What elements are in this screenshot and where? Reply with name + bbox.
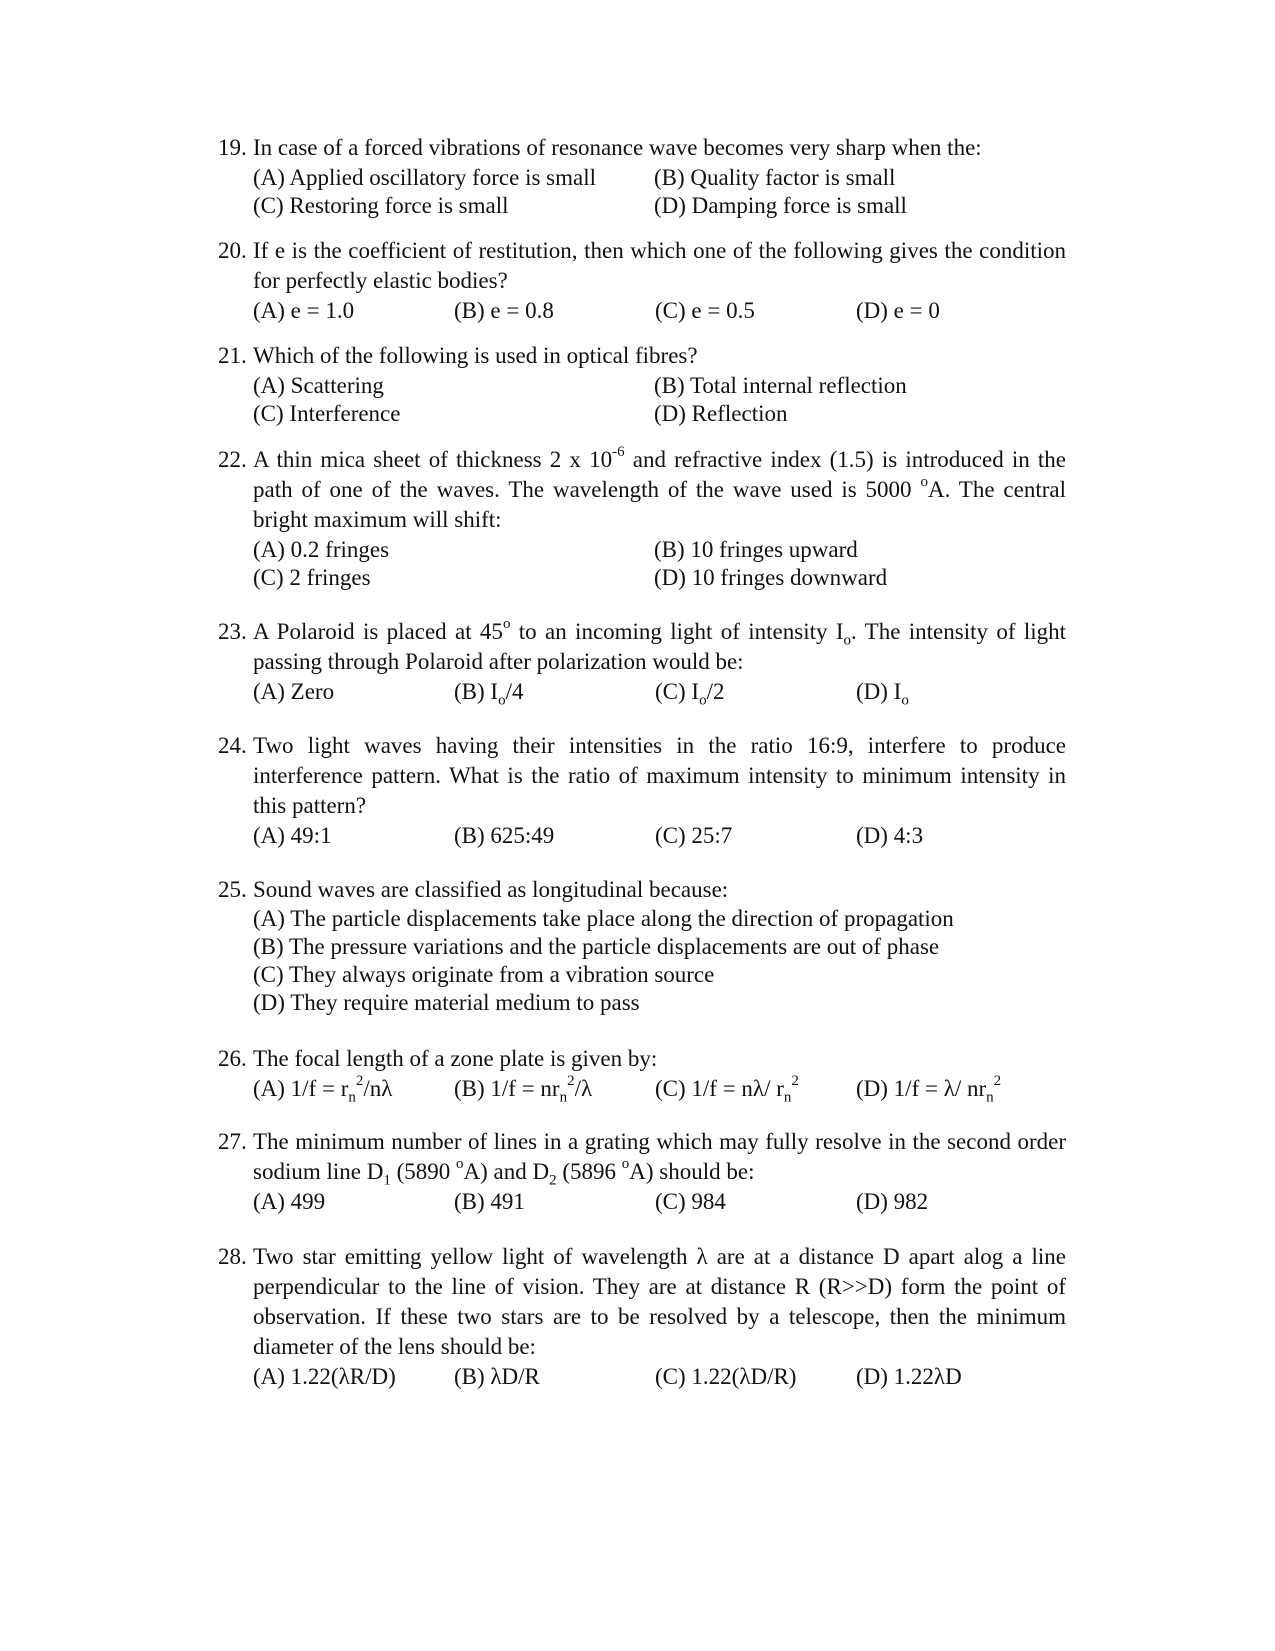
option-b: (B) e = 0.8 <box>454 298 554 323</box>
question-number: 19. <box>218 135 247 160</box>
option-a: (A) 1.22(λR/D) <box>253 1364 396 1389</box>
option-c: (C) 2 fringes <box>253 565 371 590</box>
option-d: (D) Damping force is small <box>654 193 907 218</box>
option-a: (A) Scattering <box>253 373 384 398</box>
question-22 <box>218 445 1066 592</box>
question-stem: A Polaroid is placed at 45$^o$ to an incoming light of intensity $I_o$. The intensity of light passing through Polaroid after polarization would be: <box>253 616 1066 674</box>
option-a: (A) The particle displacements take place along the direction of propagation <box>253 906 954 931</box>
options <box>253 905 1066 1017</box>
question-26 <box>218 1044 1066 1104</box>
question-stem: If e is the coefficient of restitution, then which one of the following gives the condition for perfectly elastic bodies? <box>253 238 1066 293</box>
option-d: (D) $I_o$ <box>856 679 909 709</box>
question-19 <box>218 133 1066 220</box>
option-b: (B) 10 fringes upward <box>654 537 858 562</box>
question-stem: A thin mica sheet of thickness 2 x $10^{-6}$ and refractive index (1.5) is introduced in the path of one of the waves. The wavelength of the wave used is 5000 $^o$A. The central bright maximum will shift: <box>253 444 1066 532</box>
question-number: 22. <box>218 447 247 472</box>
option-b: (B) Quality factor is small <box>654 165 896 190</box>
options <box>253 1187 1066 1217</box>
question-number: 21. <box>218 343 247 368</box>
option-d: (D) 982 <box>856 1189 929 1214</box>
option-a: (A) $1/f = r_n^2/n\lambda$ <box>253 1073 393 1106</box>
question-20 <box>218 236 1066 326</box>
option-a: (A) Applied oscillatory force is small <box>253 165 597 190</box>
options <box>253 164 1066 220</box>
option-b: (B) The pressure variations and the particle displacements are out of phase <box>253 934 940 959</box>
question-stem: Sound waves are classified as longitudinal because: <box>253 877 729 902</box>
option-d: (D) Reflection <box>654 401 788 426</box>
question-25 <box>218 875 1066 1017</box>
question-24 <box>218 731 1066 851</box>
question-21 <box>218 341 1066 428</box>
option-a: (A) 499 <box>253 1189 326 1214</box>
option-a: (A) Zero <box>253 679 335 704</box>
option-d: (D) They require material medium to pass <box>253 990 640 1015</box>
options <box>253 296 1066 326</box>
option-c: (C) Interference <box>253 401 401 426</box>
question-27 <box>218 1127 1066 1217</box>
options <box>253 372 1066 428</box>
option-c: (C) Restoring force is small <box>253 193 509 218</box>
option-b: (B) $I_o/4$ <box>454 679 524 709</box>
option-d: (D) e = 0 <box>856 298 940 323</box>
question-number: 27. <box>218 1129 247 1154</box>
option-c: (C) 1.22(λD/R) <box>655 1364 797 1389</box>
options <box>253 536 1066 592</box>
option-d: (D) 10 fringes downward <box>654 565 888 590</box>
option-a: (A) 49:1 <box>253 823 332 848</box>
option-d: (D) 1.22λD <box>856 1364 962 1389</box>
options <box>253 1074 1066 1104</box>
options <box>253 821 1066 851</box>
option-b: (B) $1/f = nr_n^2/\lambda$ <box>454 1073 593 1106</box>
question-stem: The focal length of a zone plate is given by: <box>253 1046 658 1071</box>
option-b: (B) 491 <box>454 1189 525 1214</box>
question-stem: In case of a forced vibrations of resonance wave becomes very sharp when the: <box>253 135 982 160</box>
question-28 <box>218 1242 1066 1392</box>
option-c: (C) 1/f = nλ/ $r_n^2$ <box>655 1073 799 1106</box>
option-b: (B) 625:49 <box>454 823 555 848</box>
option-a: (A) e = 1.0 <box>253 298 355 323</box>
question-number: 24. <box>218 733 247 758</box>
question-number: 20. <box>218 238 247 263</box>
option-c: (C) They always originate from a vibration source <box>253 962 715 987</box>
question-number: 28. <box>218 1244 247 1269</box>
question-number: 23. <box>218 619 247 644</box>
option-d: (D) 4:3 <box>856 823 924 848</box>
option-b: (B) λD/R <box>454 1364 540 1389</box>
option-b: (B) Total internal reflection <box>654 373 907 398</box>
options <box>253 677 1066 707</box>
option-d: (D) 1/f = λ/ $nr_n^2$ <box>856 1073 1002 1106</box>
question-stem: Which of the following is used in optical fibres? <box>253 343 698 368</box>
question-number: 25. <box>218 877 247 902</box>
option-c: (C) e = 0.5 <box>655 298 755 323</box>
option-c: (C) 984 <box>655 1189 726 1214</box>
question-stem: Two star emitting yellow light of wavelength λ are at a distance D apart alog a line perpendicular to the line of vision. They are at distance R (R>>D) form the point of observation. If these two stars are to be resolved by a telescope, then the minimum diameter of the lens should be: <box>253 1244 1066 1359</box>
question-stem: The minimum number of lines in a grating which may fully resolve in the second order sodium line $D_1$ (5890 $^o$A) and $D_2$ (5896 $^o$A) should be: <box>253 1129 1066 1189</box>
question-number: 26. <box>218 1046 247 1071</box>
question-23 <box>218 617 1066 707</box>
option-a: (A) 0.2 fringes <box>253 537 390 562</box>
option-c: (C) $I_o/2$ <box>655 679 725 709</box>
options <box>253 1362 1066 1392</box>
question-stem: Two light waves having their intensities in the ratio 16:9, interfere to produce interference pattern. What is the ratio of maximum intensity to minimum intensity in this pattern? <box>253 733 1066 818</box>
option-c: (C) 25:7 <box>655 823 733 848</box>
